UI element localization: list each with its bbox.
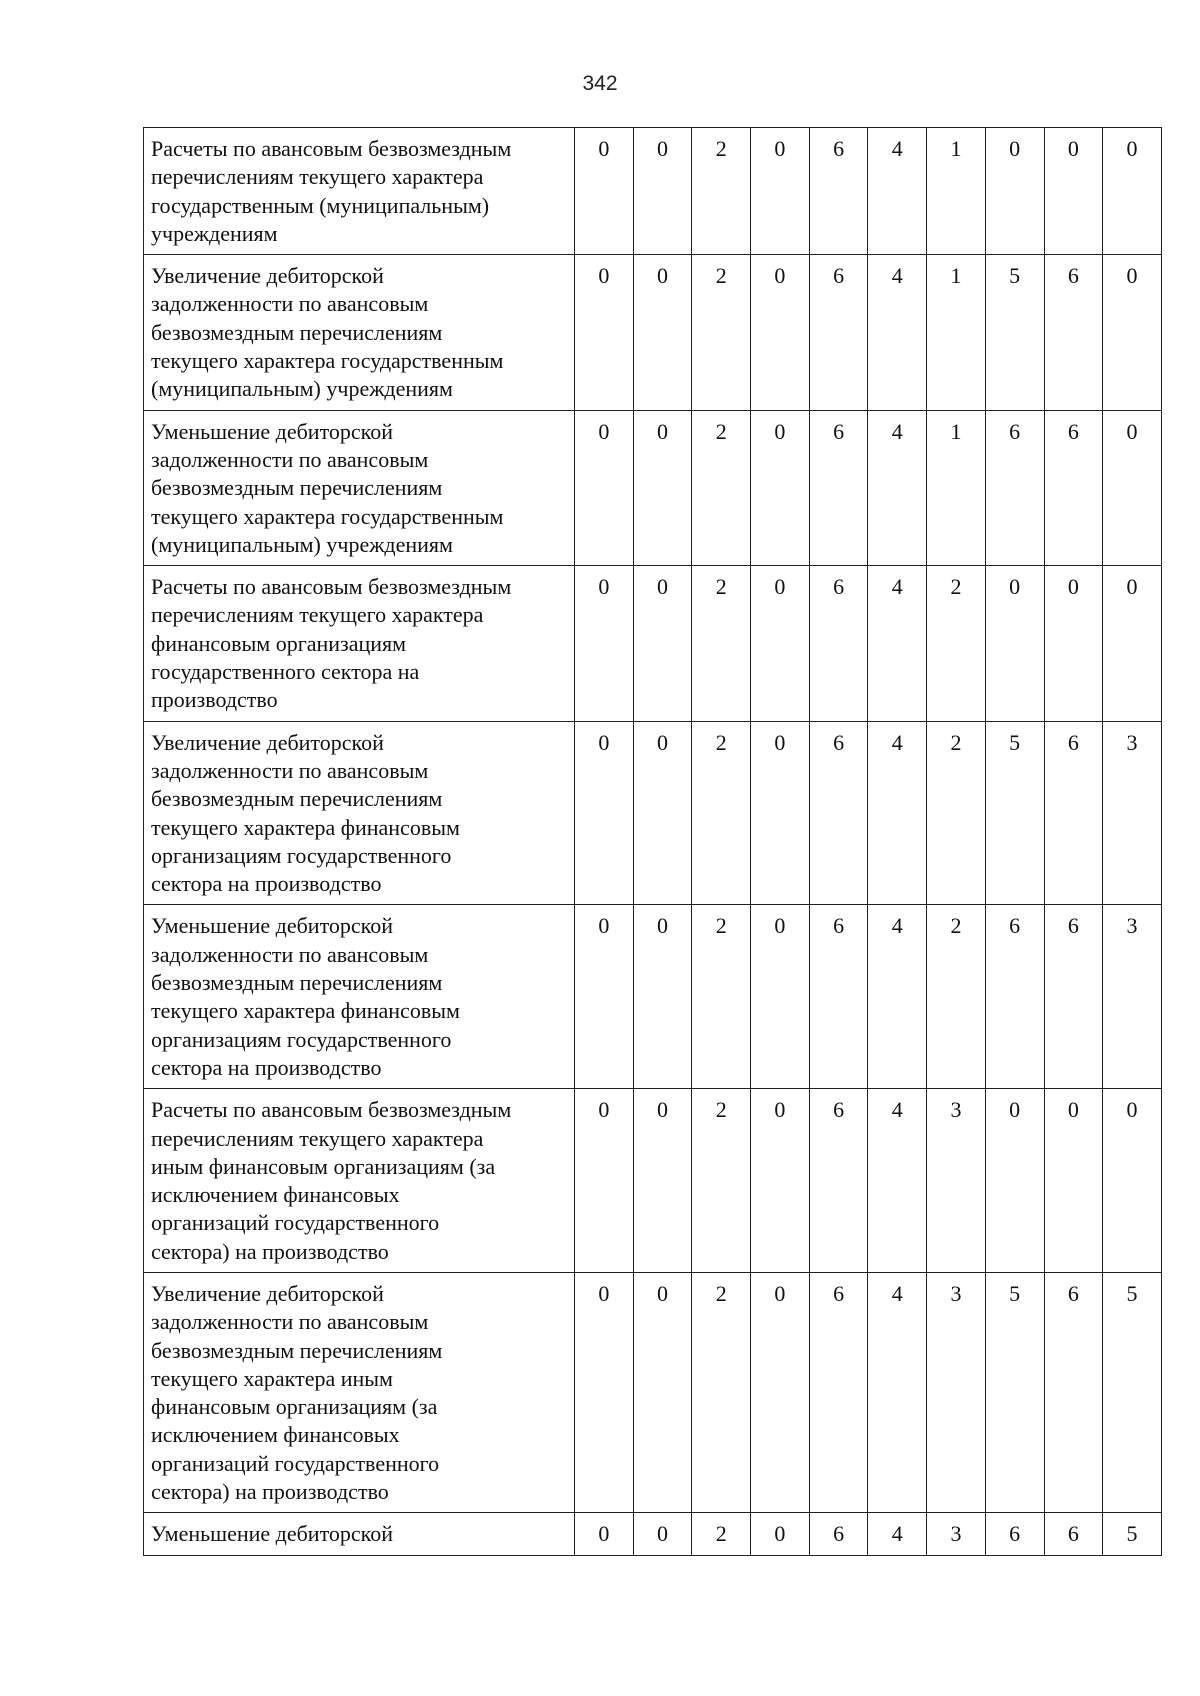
code-digit-cell: 0 <box>575 410 634 565</box>
code-digit-cell: 6 <box>1044 1272 1103 1512</box>
code-digit-cell: 1 <box>927 410 986 565</box>
code-digit-cell: 0 <box>751 1089 810 1273</box>
table-row <box>144 905 1162 1089</box>
code-digit-cell: 0 <box>633 1513 692 1555</box>
code-digit-cell: 0 <box>633 1089 692 1273</box>
code-digit-cell: 5 <box>985 255 1044 410</box>
code-digit-cell: 2 <box>927 721 986 905</box>
code-digit-cell: 6 <box>809 905 868 1089</box>
row-label: Увеличение дебиторской задолженности по авансовым безвозмездным перечислениям текущего характера иным финансовым организациям (за исключением финансовых организаций государственного сектора) на производство <box>144 1272 575 1512</box>
code-digit-cell: 0 <box>985 566 1044 721</box>
code-digit-cell: 2 <box>927 566 986 721</box>
code-digit-cell: 6 <box>985 410 1044 565</box>
table-body <box>144 128 1162 1556</box>
code-digit-cell: 0 <box>633 721 692 905</box>
code-digit-cell: 4 <box>868 905 927 1089</box>
code-digit-cell: 4 <box>868 410 927 565</box>
code-digit-cell: 6 <box>1044 1513 1103 1555</box>
row-label: Уменьшение дебиторской задолженности по авансовым безвозмездным перечислениям текущего характера финансовым организациям государственного сектора на производство <box>144 905 575 1089</box>
code-digit-cell: 5 <box>985 721 1044 905</box>
table-row <box>144 1089 1162 1273</box>
code-digit-cell: 4 <box>868 1089 927 1273</box>
code-digit-cell: 6 <box>985 1513 1044 1555</box>
code-digit-cell: 2 <box>927 905 986 1089</box>
accounts-table <box>143 127 1162 1556</box>
row-label: Уменьшение дебиторской задолженности по авансовым безвозмездным перечислениям текущего характера государственным (муниципальным) учреждениям <box>144 410 575 565</box>
code-digit-cell: 0 <box>575 255 634 410</box>
code-digit-cell: 4 <box>868 1513 927 1555</box>
code-digit-cell: 0 <box>1044 128 1103 255</box>
code-digit-cell: 0 <box>1044 1089 1103 1273</box>
code-digit-cell: 6 <box>809 566 868 721</box>
code-digit-cell: 0 <box>751 1272 810 1512</box>
table-row <box>144 128 1162 255</box>
code-digit-cell: 2 <box>692 905 751 1089</box>
code-digit-cell: 6 <box>1044 410 1103 565</box>
code-digit-cell: 6 <box>809 1272 868 1512</box>
code-digit-cell: 3 <box>927 1272 986 1512</box>
row-label: Увеличение дебиторской задолженности по авансовым безвозмездным перечислениям текущего характера государственным (муниципальным) учреждениям <box>144 255 575 410</box>
code-digit-cell: 0 <box>751 410 810 565</box>
code-digit-cell: 3 <box>927 1513 986 1555</box>
code-digit-cell: 2 <box>692 1513 751 1555</box>
code-digit-cell: 3 <box>1103 721 1162 905</box>
code-digit-cell: 0 <box>1044 566 1103 721</box>
code-digit-cell: 0 <box>1103 566 1162 721</box>
code-digit-cell: 6 <box>809 721 868 905</box>
code-digit-cell: 3 <box>927 1089 986 1273</box>
code-digit-cell: 0 <box>1103 128 1162 255</box>
code-digit-cell: 4 <box>868 128 927 255</box>
code-digit-cell: 6 <box>809 1513 868 1555</box>
code-digit-cell: 0 <box>575 566 634 721</box>
code-digit-cell: 2 <box>692 721 751 905</box>
code-digit-cell: 6 <box>1044 905 1103 1089</box>
code-digit-cell: 0 <box>985 128 1044 255</box>
code-digit-cell: 0 <box>633 905 692 1089</box>
code-digit-cell: 0 <box>633 1272 692 1512</box>
table-row <box>144 721 1162 905</box>
row-label: Уменьшение дебиторской <box>144 1513 575 1555</box>
code-digit-cell: 6 <box>809 1089 868 1273</box>
table-row <box>144 255 1162 410</box>
code-digit-cell: 0 <box>575 905 634 1089</box>
code-digit-cell: 5 <box>985 1272 1044 1512</box>
table-row <box>144 566 1162 721</box>
code-digit-cell: 6 <box>985 905 1044 1089</box>
code-digit-cell: 0 <box>751 905 810 1089</box>
code-digit-cell: 0 <box>751 721 810 905</box>
table-row <box>144 1513 1162 1555</box>
code-digit-cell: 6 <box>809 255 868 410</box>
code-digit-cell: 6 <box>809 128 868 255</box>
code-digit-cell: 0 <box>985 1089 1044 1273</box>
code-digit-cell: 4 <box>868 1272 927 1512</box>
code-digit-cell: 6 <box>1044 255 1103 410</box>
code-digit-cell: 2 <box>692 566 751 721</box>
code-digit-cell: 0 <box>1103 410 1162 565</box>
code-digit-cell: 4 <box>868 255 927 410</box>
code-digit-cell: 2 <box>692 128 751 255</box>
code-digit-cell: 0 <box>751 128 810 255</box>
code-digit-cell: 0 <box>575 128 634 255</box>
row-label: Расчеты по авансовым безвозмездным перечислениям текущего характера иным финансовым организациям (за исключением финансовых организаций государственного сектора) на производство <box>144 1089 575 1273</box>
code-digit-cell: 0 <box>575 1513 634 1555</box>
code-digit-cell: 0 <box>633 255 692 410</box>
code-digit-cell: 0 <box>575 1089 634 1273</box>
table-row <box>144 410 1162 565</box>
code-digit-cell: 0 <box>575 1272 634 1512</box>
code-digit-cell: 0 <box>633 410 692 565</box>
code-digit-cell: 5 <box>1103 1513 1162 1555</box>
code-digit-cell: 0 <box>575 721 634 905</box>
row-label: Расчеты по авансовым безвозмездным перечислениям текущего характера финансовым организациям государственного сектора на производство <box>144 566 575 721</box>
code-digit-cell: 4 <box>868 721 927 905</box>
code-digit-cell: 5 <box>1103 1272 1162 1512</box>
code-digit-cell: 0 <box>751 566 810 721</box>
code-digit-cell: 2 <box>692 1272 751 1512</box>
code-digit-cell: 1 <box>927 255 986 410</box>
code-digit-cell: 2 <box>692 1089 751 1273</box>
code-digit-cell: 0 <box>633 128 692 255</box>
table-row <box>144 1272 1162 1512</box>
code-digit-cell: 0 <box>633 566 692 721</box>
code-digit-cell: 2 <box>692 255 751 410</box>
code-digit-cell: 0 <box>751 255 810 410</box>
code-digit-cell: 1 <box>927 128 986 255</box>
code-digit-cell: 3 <box>1103 905 1162 1089</box>
code-digit-cell: 6 <box>809 410 868 565</box>
code-digit-cell: 0 <box>1103 1089 1162 1273</box>
code-digit-cell: 4 <box>868 566 927 721</box>
row-label: Увеличение дебиторской задолженности по авансовым безвозмездным перечислениям текущего характера финансовым организациям государственного сектора на производство <box>144 721 575 905</box>
page-number: 342 <box>582 72 618 95</box>
code-digit-cell: 6 <box>1044 721 1103 905</box>
code-digit-cell: 0 <box>751 1513 810 1555</box>
row-label: Расчеты по авансовым безвозмездным перечислениям текущего характера государственным (муниципальным) учреждениям <box>144 128 575 255</box>
code-digit-cell: 2 <box>692 410 751 565</box>
code-digit-cell: 0 <box>1103 255 1162 410</box>
